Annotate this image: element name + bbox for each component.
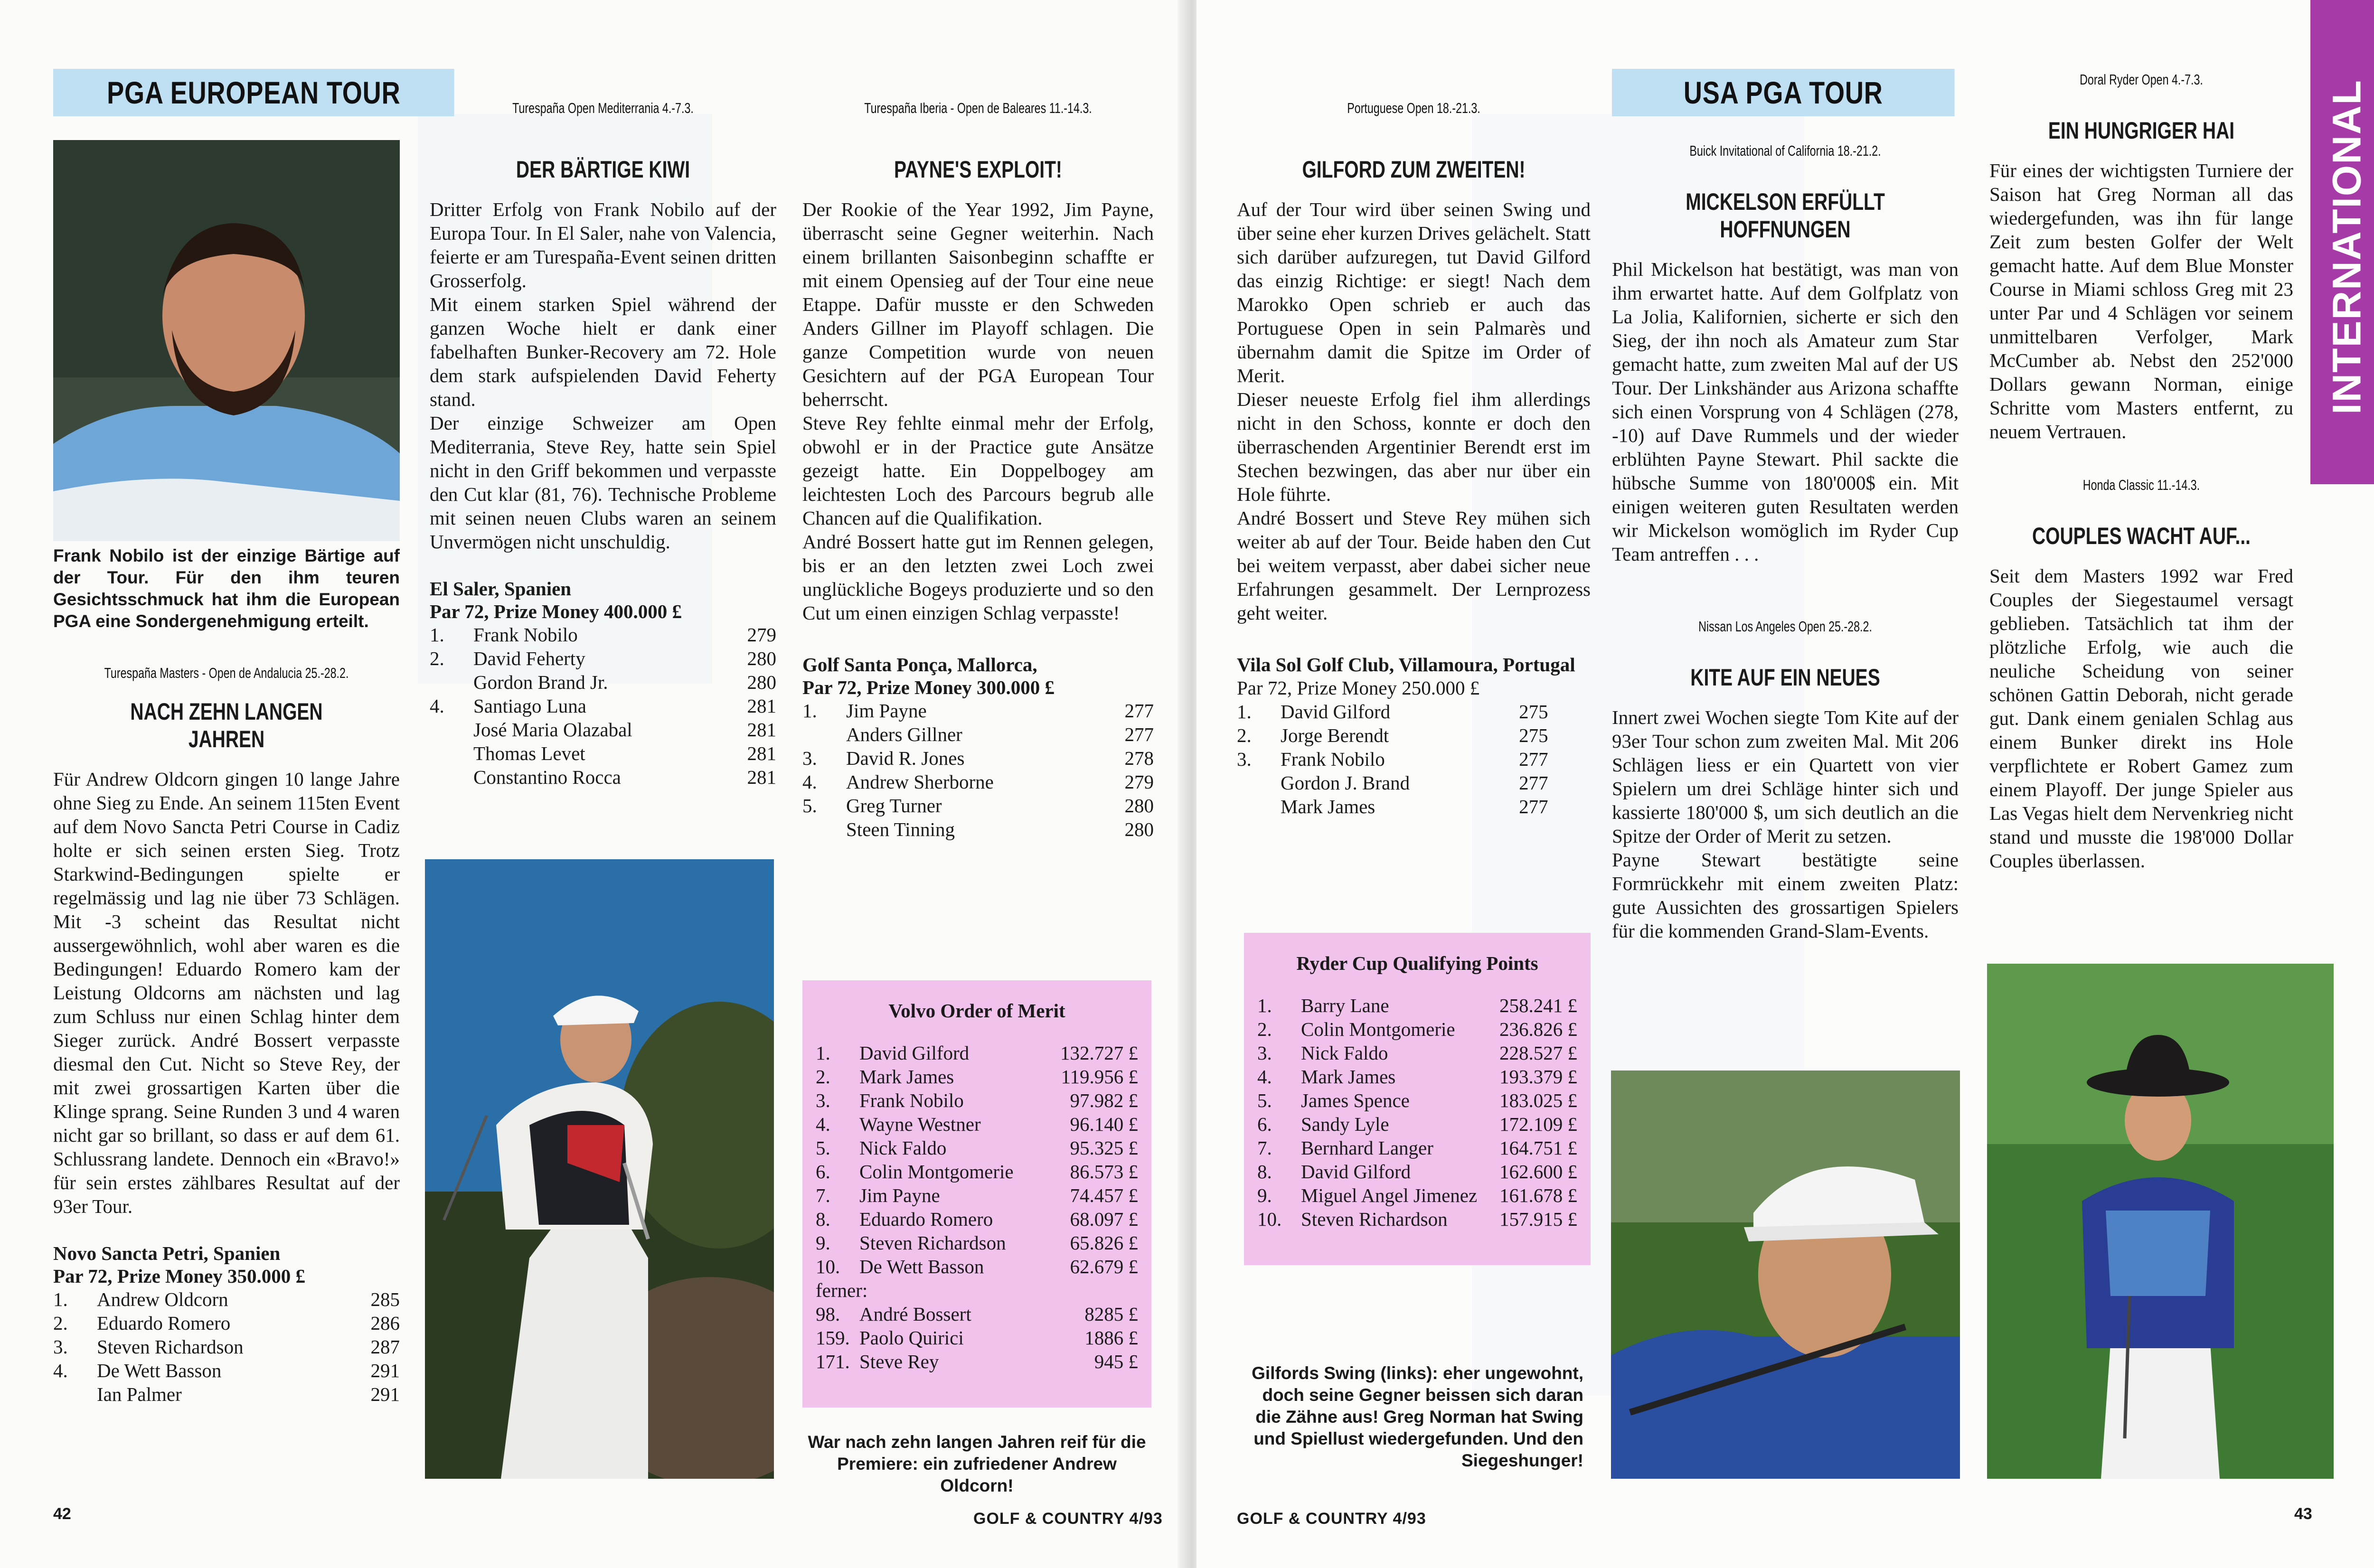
merit-row <box>816 1255 1138 1278</box>
result-score: 281 <box>747 719 776 741</box>
magazine-issue-left: GOLF & COUNTRY 4/93 <box>973 1510 1163 1528</box>
result-name: Frank Nobilo <box>473 624 578 646</box>
merit-amount: 62.679 £ <box>1070 1256 1138 1277</box>
merit-amount: 96.140 £ <box>1070 1113 1138 1135</box>
result-row <box>53 1382 400 1406</box>
article-payne-p1: Der Rookie of the Year 1992, Jim Payne, überrascht seine Gegner weiterhin. Nach einem brillanten Saisonbeginn schaffte er mit einem Opensieg auf der Tour eine neue Etappe. Dafür musste er den Schweden Anders Gillner im Playoff schlagen. Die ganze Competition wurde von neuen Gesichtern auf der PGA European Tour beherrscht. <box>802 198 1154 410</box>
results-table-portuguese <box>1237 700 1548 818</box>
article-couples <box>1989 564 2293 873</box>
merit-name: André Bossert <box>859 1303 971 1325</box>
result-score: 277 <box>1519 796 1548 817</box>
magazine-issue-right: GOLF & COUNTRY 4/93 <box>1237 1510 1426 1528</box>
ryder-points: 258.241 £ <box>1499 995 1577 1016</box>
result-row <box>802 817 1154 841</box>
result-score: 277 <box>1124 723 1154 745</box>
ryder-pos: 5. <box>1257 1089 1272 1111</box>
result-pos: 2. <box>53 1312 68 1334</box>
result-name: De Wett Basson <box>97 1360 222 1381</box>
merit-amount: 97.982 £ <box>1070 1089 1138 1111</box>
headline-paynes-exploit: PAYNE'S EXPLOIT! <box>894 156 1062 183</box>
ryder-row <box>1257 1089 1577 1112</box>
headline-baertige-kiwi: DER BÄRTIGE KIWI <box>516 156 690 183</box>
result-score: 291 <box>370 1383 400 1405</box>
article-gilford-p2: Dieser neueste Erfolg fiel ihm allerdings nicht in den Schoss, konnte er doch den überraschenden Argentinier Berendt erst im Stechen bezwingen, das aber nur über ein Hole führte. <box>1237 388 1591 505</box>
result-pos: 3. <box>802 747 817 769</box>
merit-pos: 7. <box>816 1184 830 1206</box>
result-score: 285 <box>370 1288 400 1310</box>
ryder-points: 228.527 £ <box>1499 1042 1577 1064</box>
result-name: Anders Gillner <box>846 723 962 745</box>
merit-name: Wayne Westner <box>859 1113 981 1135</box>
result-score: 281 <box>747 695 776 717</box>
result-pos <box>802 817 846 841</box>
results-table-mediterrania <box>430 623 776 789</box>
left-column-1 <box>53 665 400 1406</box>
volvo-order-of-merit-title: Volvo Order of Merit <box>888 1000 1065 1022</box>
article-norman <box>1989 159 2293 443</box>
ryder-points: 193.379 £ <box>1499 1066 1577 1088</box>
ryder-pos: 9. <box>1257 1184 1272 1206</box>
result-row <box>430 694 776 718</box>
result-pos <box>1237 771 1281 795</box>
venue-el-saler: El Saler, Spanien <box>430 578 572 600</box>
result-row <box>802 746 1154 770</box>
merit-ferner-label: ferner: <box>816 1279 868 1301</box>
merit-row <box>816 1089 1138 1112</box>
result-pos: 4. <box>802 771 817 793</box>
result-row <box>802 699 1154 723</box>
volvo-order-of-merit-table <box>816 1041 1138 1373</box>
result-pos: 5. <box>802 795 817 817</box>
page-number-left: 42 <box>53 1505 71 1523</box>
result-pos: 1. <box>430 624 444 646</box>
ryder-pos: 4. <box>1257 1066 1272 1088</box>
venue-vila-sol: Vila Sol Golf Club, Villamoura, Portugal <box>1237 654 1575 676</box>
result-row <box>430 765 776 789</box>
result-pos <box>802 723 846 746</box>
merit-name: De Wett Basson <box>859 1256 984 1277</box>
result-pos: 3. <box>1237 748 1252 770</box>
volvo-order-of-merit-box <box>802 980 1151 1408</box>
kicker-honda: Honda Classic 11.-14.3. <box>2082 477 2200 493</box>
ryder-points: 236.826 £ <box>1499 1018 1577 1040</box>
ryder-cup-points-title: Ryder Cup Qualifying Points <box>1296 952 1538 974</box>
result-row <box>53 1311 400 1335</box>
result-score: 280 <box>747 671 776 693</box>
result-pos <box>430 670 473 694</box>
ryder-name: Mark James <box>1301 1066 1396 1088</box>
result-name: David R. Jones <box>846 747 965 769</box>
left-column-2 <box>430 100 776 789</box>
par-el-saler: Par 72, Prize Money 400.000 £ <box>430 601 682 622</box>
result-score: 280 <box>747 648 776 669</box>
result-score: 278 <box>1124 747 1154 769</box>
result-score: 280 <box>1124 818 1154 840</box>
merit-name: Colin Montgomerie <box>859 1161 1014 1183</box>
international-section-tab <box>2310 0 2374 484</box>
result-row <box>1237 747 1548 771</box>
ryder-name: Bernhard Langer <box>1301 1137 1433 1159</box>
result-pos: 1. <box>1237 701 1252 723</box>
ryder-points: 157.915 £ <box>1499 1208 1577 1230</box>
result-pos <box>1237 795 1281 818</box>
result-pos: 2. <box>1237 724 1252 746</box>
merit-pos: 159. <box>816 1327 850 1349</box>
nobilo-photo-caption: Frank Nobilo ist der einzige Bärtige auf der Tour. Für den ihm teuren Gesichtsschmuck hat ihm die European PGA eine Sondergenehmigung erteilt. <box>53 546 400 631</box>
article-nobilo-p1: Dritter Erfolg von Frank Nobilo auf der Europa Tour. In El Saler, nahe von Valencia, feierte er am Turespaña-Event seinen dritten Grosserfolg. <box>430 198 776 291</box>
merit-pos: 3. <box>816 1089 830 1111</box>
merit-amount: 119.956 £ <box>1061 1066 1138 1088</box>
article-oldcorn-text: Für Andrew Oldcorn gingen 10 lange Jahre ohne Sieg zu Ende. An seinem 115ten Event auf dem Novo Sancta Petri Course in Cadiz holte er sich seinen ersten Sieg. Trotz Starkwind-Bedingungen spielte er regelmässig und lag nie über 73 Schlägen. Mit -3 scheint das Resultat nicht aussergewöhnlich, wohl aber waren es die Bedingungen! Eduardo Romero kam der Leistung Oldcorns am nächsten und lag zum Schluss nur einen Schlag hinter dem Sieger zurück. André Bossert verpasste diesmal den Cut. Nicht so Steve Rey, der mit zwei grossartigen Karten über die Klinge sprang. Seine Runden 3 und 4 waren nicht gar so brillant, so dass er auf dem 61. Schlussrang landete. Dennoch ein «Bravo!» für sein erstes zählbares Resultat auf der 93er Tour. <box>53 768 400 1217</box>
andrew-oldcorn-photo <box>425 859 774 1479</box>
merit-pos: 98. <box>816 1303 840 1325</box>
ryder-points: 183.025 £ <box>1499 1089 1577 1111</box>
ryder-row <box>1257 1160 1577 1183</box>
gilford-norman-caption: Gilfords Swing (links): eher ungewohnt, doch seine Gegner beissen sich daran die Zähne aus! Greg Norman hat Swing und Spiellust wiedergefunden. Und den Siegeshunger! <box>1252 1363 1583 1470</box>
venue-novo-sancta-petri: Novo Sancta Petri, Spanien <box>53 1242 281 1264</box>
merit-amount: 74.457 £ <box>1070 1184 1138 1206</box>
result-pos <box>430 742 473 765</box>
result-score: 286 <box>370 1312 400 1334</box>
merit-row <box>816 1207 1138 1231</box>
result-row <box>1237 723 1548 747</box>
kicker-doral: Doral Ryder Open 4.-7.3. <box>2080 71 2203 88</box>
merit-pos: 171. <box>816 1351 850 1372</box>
merit-name: Nick Faldo <box>859 1137 947 1159</box>
ryder-name: Barry Lane <box>1301 995 1389 1016</box>
merit-row <box>816 1183 1138 1207</box>
result-row <box>430 647 776 670</box>
usa-pga-tour-banner: USA PGA TOUR <box>1612 69 1955 116</box>
result-row <box>1237 795 1548 818</box>
result-pos <box>430 765 473 789</box>
ryder-row <box>1257 1183 1577 1207</box>
results-table-andalucia <box>53 1287 400 1406</box>
kicker-buick: Buick Invitational of California 18.-21.2. <box>1689 142 1881 159</box>
article-kite-p1: Innert zwei Wochen siegte Tom Kite auf der 93er Tour schon zum zweiten Mal. Mit 206 Schlägen liess er ein Quartett von vier Spielern um drei Schläge hinter sich und kassierte 180'000 $, um sich deutlich an die Spitze der Order of Merit zu setzen. <box>1612 706 1959 847</box>
ryder-pos: 7. <box>1257 1137 1272 1159</box>
headline-couples: COUPLES WACHT AUF... <box>2032 523 2251 549</box>
merit-pos: 4. <box>816 1113 830 1135</box>
article-kite-p2: Payne Stewart bestätigte seine Formrückkehr mit einem zweiten Platz: gute Aussichten des grossartigen Spielers für die kommenden Grand-Slam-Events. <box>1612 849 1959 942</box>
ryder-pos: 1. <box>1257 995 1272 1016</box>
merit-amount: 8285 £ <box>1084 1303 1138 1325</box>
result-name: David Gilford <box>1281 701 1391 723</box>
ryder-row <box>1257 1065 1577 1089</box>
ryder-pos: 8. <box>1257 1161 1272 1183</box>
merit-name: Mark James <box>859 1066 954 1088</box>
article-oldcorn <box>53 767 400 1218</box>
result-name: Andrew Oldcorn <box>97 1288 228 1310</box>
merit-pos: 1. <box>816 1042 830 1064</box>
merit-amount: 132.727 £ <box>1060 1042 1138 1064</box>
result-name: José Maria Olazabal <box>473 719 632 741</box>
result-row <box>802 794 1154 817</box>
merit-pos: 6. <box>816 1161 830 1183</box>
ryder-cup-points-table <box>1257 994 1577 1231</box>
greg-norman-photo <box>1987 964 2334 1479</box>
ryder-pos: 3. <box>1257 1042 1272 1064</box>
ryder-points: 162.600 £ <box>1499 1161 1577 1183</box>
merit-row <box>816 1350 1138 1373</box>
ryder-name: Colin Montgomerie <box>1301 1018 1455 1040</box>
article-mickelson <box>1612 257 1959 566</box>
merit-row <box>816 1231 1138 1255</box>
result-name: Frank Nobilo <box>1281 748 1385 770</box>
merit-row <box>816 1112 1138 1136</box>
pga-european-tour-banner: PGA EUROPEAN TOUR <box>53 69 454 116</box>
right-column-3 <box>1989 71 2293 873</box>
merit-row <box>816 1065 1138 1089</box>
result-score: 275 <box>1519 701 1548 723</box>
merit-pos: 8. <box>816 1208 830 1230</box>
merit-pos: 9. <box>816 1232 830 1254</box>
ryder-name: James Spence <box>1301 1089 1410 1111</box>
results-table-baleares <box>802 699 1154 841</box>
ryder-points: 161.678 £ <box>1499 1184 1577 1206</box>
merit-ferner-row <box>816 1278 1138 1302</box>
right-column-2 <box>1612 142 1959 943</box>
ryder-name: Nick Faldo <box>1301 1042 1388 1064</box>
merit-amount: 65.826 £ <box>1070 1232 1138 1254</box>
result-score: 279 <box>1124 771 1154 793</box>
ryder-name: Miguel Angel Jimenez <box>1301 1184 1478 1206</box>
result-name: Gordon J. Brand <box>1281 772 1410 794</box>
result-name: Ian Palmer <box>97 1383 182 1405</box>
ryder-row <box>1257 994 1577 1017</box>
result-row <box>802 723 1154 746</box>
result-score: 277 <box>1519 748 1548 770</box>
result-name: Greg Turner <box>846 795 942 817</box>
result-score: 291 <box>370 1360 400 1381</box>
result-score: 277 <box>1519 772 1548 794</box>
ryder-pos: 2. <box>1257 1018 1272 1040</box>
result-row <box>430 718 776 742</box>
ryder-points: 172.109 £ <box>1499 1113 1577 1135</box>
result-row <box>430 623 776 647</box>
kicker-andalucia: Turespaña Masters - Open de Andalucia 25.-28.2. <box>104 665 349 681</box>
result-name: Mark James <box>1281 796 1375 817</box>
headline-zehn-jahren: NACH ZEHN LANGEN JAHREN <box>130 698 323 752</box>
ryder-name: David Gilford <box>1301 1161 1411 1183</box>
venue-santa-ponca: Golf Santa Ponça, Mallorca, <box>802 654 1037 676</box>
merit-row <box>816 1326 1138 1350</box>
result-score: 275 <box>1519 724 1548 746</box>
result-row <box>53 1359 400 1382</box>
result-name: Santiago Luna <box>473 695 586 717</box>
result-name: Constantino Rocca <box>473 766 621 788</box>
page-number-right: 43 <box>2294 1505 2312 1523</box>
ryder-row <box>1257 1112 1577 1136</box>
kicker-baleares: Turespaña Iberia - Open de Baleares 11.-14.3. <box>864 100 1092 116</box>
result-row <box>430 670 776 694</box>
article-mickelson-text: Phil Mickelson hat bestätigt, was man von ihm erwartet hatte. Auf dem Golfplatz von La Jolia, Kalifornien, sicherte er sich den Sieg, der ihn noch als Amateur zum Star gemacht hatte, zum zweiten Mal auf der US Tour. Der Linkshänder aus Arizona schaffte sich einen Vorsprung von 4 Schlägen (278, -10) auf Dave Rummels und der wieder erblühten Payne Stewart. Phil sackte die hübsche Summe von 180'000$ ein. Mit einigen weiteren guten Resultaten werden wir Mickelson womöglich im Ryder Cup Team antreffen . . . <box>1612 258 1959 565</box>
result-pos: 3. <box>53 1336 68 1358</box>
merit-pos: 5. <box>816 1137 830 1159</box>
frank-nobilo-photo <box>53 140 400 541</box>
merit-name: Jim Payne <box>859 1184 940 1206</box>
result-name: Steen Tinning <box>846 818 955 840</box>
result-name: Andrew Sherborne <box>846 771 994 793</box>
article-nobilo <box>430 197 776 554</box>
result-score: 280 <box>1124 795 1154 817</box>
merit-amount: 1886 £ <box>1084 1327 1138 1349</box>
merit-row <box>816 1136 1138 1160</box>
merit-row <box>816 1160 1138 1183</box>
article-payne-p3: André Bossert hatte gut im Rennen gelegen, bis er an den letzten zwei Loch zwei unglückliche Bogeys produzierte und so den Cut um einen einzigen Schlag verpasste! <box>802 531 1154 624</box>
left-column-3 <box>802 100 1154 841</box>
article-gilford-p3: André Bossert und Steve Rey mühen sich weiter ab auf der Tour. Beide haben den Cut bei weitem verpasst, aber dabei sicher neue Erfahrungen gesammelt. Der Lernprozess geht weiter. <box>1237 507 1591 624</box>
ryder-pos: 6. <box>1257 1113 1272 1135</box>
merit-name: Steven Richardson <box>859 1232 1006 1254</box>
kicker-mediterrania: Turespaña Open Mediterrania 4.-7.3. <box>512 100 694 116</box>
kicker-portuguese-open: Portuguese Open 18.-21.3. <box>1347 100 1480 116</box>
result-pos: 1. <box>802 700 817 722</box>
oldcorn-photo-caption: War nach zehn langen Jahren reif für die Premiere: ein zufriedener Andrew Oldcorn! <box>808 1432 1146 1495</box>
ryder-name: Sandy Lyle <box>1301 1113 1389 1135</box>
right-column-1 <box>1237 100 1591 818</box>
merit-amount: 68.097 £ <box>1070 1208 1138 1230</box>
merit-name: David Gilford <box>859 1042 970 1064</box>
result-pos <box>430 718 473 742</box>
merit-name: Steve Rey <box>859 1351 939 1372</box>
headline-gilford-zweiten: GILFORD ZUM ZWEITEN! <box>1302 156 1526 183</box>
par-novo-sancta-petri: Par 72, Prize Money 350.000 £ <box>53 1265 305 1287</box>
merit-amount: 945 £ <box>1094 1351 1138 1372</box>
result-name: Jim Payne <box>846 700 927 722</box>
par-santa-ponca: Par 72, Prize Money 300.000 £ <box>802 676 1055 698</box>
headline-kite: KITE AUF EIN NEUES <box>1690 664 1880 691</box>
merit-name: Frank Nobilo <box>859 1089 964 1111</box>
result-row <box>430 742 776 765</box>
result-row <box>1237 771 1548 795</box>
result-score: 277 <box>1124 700 1154 722</box>
david-gilford-photo <box>1611 1070 1960 1479</box>
ryder-row <box>1257 1017 1577 1041</box>
article-gilford-p1: Auf der Tour wird über seinen Swing und über seine eher kurzen Drives gelächelt. Statt sich darüber aufzuregen, tut David Gilford das einzig Richtige: er siegt! Nach dem Marokko Open schrieb er auch das Portuguese Open in sein Palmarès und übernahm damit die Spitze im Order of Merit. <box>1237 198 1591 386</box>
ryder-row <box>1257 1041 1577 1065</box>
result-name: David Feherty <box>473 648 585 669</box>
article-norman-text: Für eines der wichtigsten Turniere der Saison hat Greg Norman all das wiedergefunden, was ihn für lange Zeit zum besten Golfer der Welt gemacht hatte. Auf dem Blue Monster Course in Miami schloss Greg mit 23 unter Par und 4 Schlägen vor seinem unmittelbaren Verfolger, Mark McCumber ab. Nebst den 252'000 Dollars gewann Norman, einige Schritte vom Masters entfernt, zu neuem Vertrauen. <box>1989 160 2293 442</box>
article-nobilo-p2: Mit einem starken Spiel während der ganzen Woche hielt er dank einer fabelhaften Bunker-Recovery am 72. Hole dem stark aufspielenden David Feherty stand. <box>430 293 776 410</box>
article-payne <box>802 197 1154 625</box>
result-name: Jorge Berendt <box>1281 724 1389 746</box>
headline-hungriger-hai: EIN HUNGRIGER HAI <box>2048 117 2235 144</box>
merit-pos: 2. <box>816 1066 830 1088</box>
result-row <box>1237 700 1548 723</box>
ryder-row <box>1257 1207 1577 1231</box>
result-name: Thomas Levet <box>473 742 585 764</box>
article-gilford <box>1237 197 1591 625</box>
result-score: 281 <box>747 742 776 764</box>
ryder-pos: 10. <box>1257 1208 1282 1230</box>
merit-name: Paolo Quirici <box>859 1327 964 1349</box>
merit-row <box>816 1041 1138 1065</box>
merit-name: Eduardo Romero <box>859 1208 993 1230</box>
ryder-points: 164.751 £ <box>1499 1137 1577 1159</box>
result-pos <box>53 1382 97 1406</box>
headline-mickelson: MICKELSON ERFÜLLT HOFFNUNGEN <box>1686 188 1885 243</box>
merit-amount: 86.573 £ <box>1070 1161 1138 1183</box>
ryder-row <box>1257 1136 1577 1160</box>
result-score: 279 <box>747 624 776 646</box>
result-pos: 1. <box>53 1288 68 1310</box>
result-pos: 4. <box>53 1360 68 1381</box>
result-name: Steven Richardson <box>97 1336 244 1358</box>
ryder-cup-points-box <box>1244 933 1591 1265</box>
article-nobilo-p3: Der einzige Schweizer am Open Mediterrania, Steve Rey, hatte sein Spiel nicht in den Griff bekommen und verpasste den Cut klar (81, 76). Technische Probleme mit seinen neuen Clubs waren an seinem Unvermögen nicht unschuldig. <box>430 412 776 553</box>
result-row <box>53 1335 400 1359</box>
merit-pos: 10. <box>816 1256 840 1277</box>
article-kite <box>1612 705 1959 943</box>
result-row <box>802 770 1154 794</box>
result-row <box>53 1287 400 1311</box>
result-pos: 2. <box>430 648 444 669</box>
result-score: 287 <box>370 1336 400 1358</box>
merit-amount: 95.325 £ <box>1070 1137 1138 1159</box>
merit-row <box>816 1302 1138 1326</box>
result-score: 281 <box>747 766 776 788</box>
par-vila-sol: Par 72, Prize Money 250.000 £ <box>1237 677 1480 699</box>
result-pos: 4. <box>430 695 444 717</box>
article-payne-p2: Steve Rey fehlte einmal mehr der Erfolg, obwohl er in der Practice gute Ansätze gezeigt hatte. Ein Doppelbogey am leichtesten Loch des Parcours begrub alle Chancen auf die Qualifikation. <box>802 412 1154 529</box>
kicker-nissan: Nissan Los Angeles Open 25.-28.2. <box>1698 618 1872 635</box>
result-name: Eduardo Romero <box>97 1312 231 1334</box>
international-section-label: INTERNATIONAL <box>2324 79 2369 414</box>
article-couples-text: Seit dem Masters 1992 war Fred Couples der Siegestaumel versagt geblieben. Tatsächlich tat ihm der plötzliche Erfolg, wie auch die neuliche Scheidung von seiner schönen Gattin Deborah, nicht gerade gut. Dank einem genialen Schlag aus einem Bunker direkt ins Hole verpflichtete er Robert Gamez zum einem Playoff. Der junge Spieler aus Las Vegas hielt dem Nervenkrieg nicht stand und musste die 198'000 Dollar Couples überlassen. <box>1989 565 2293 872</box>
ryder-name: Steven Richardson <box>1301 1208 1448 1230</box>
result-name: Gordon Brand Jr. <box>473 671 608 693</box>
